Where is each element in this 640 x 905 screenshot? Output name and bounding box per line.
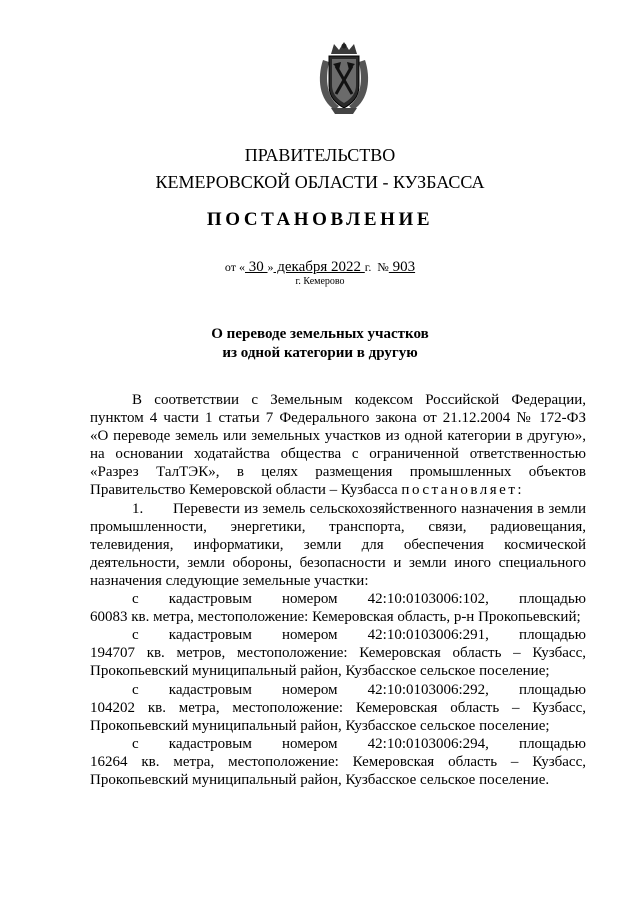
cadastral-number: 42:10:0103006:102, (367, 591, 489, 608)
word: кадастровым (168, 681, 252, 698)
word: с (132, 681, 139, 698)
date-mid: » (267, 260, 274, 274)
word: кадастровым (168, 627, 252, 644)
organization-name: ПРАВИТЕЛЬСТВО (244, 145, 396, 165)
date-year-suffix: г. (364, 260, 372, 274)
document-title (0, 325, 640, 363)
text-fragment: Правительство Кемеровской области – Кузбасса (90, 482, 402, 499)
word: кадастровым (168, 735, 252, 752)
text-line: пунктом 4 части 1 статьи 7 Федерального закона от 21.12.2004 № 172-ФЗ (90, 410, 586, 427)
document-number: 903 (388, 259, 416, 275)
text-line (90, 500, 586, 518)
cadastral-number: 42:10:0103006:294, (367, 735, 489, 752)
text-line: 60083 кв. метра, местоположение: Кемеровская область, р-н Прокопьевский; (90, 609, 581, 626)
parcel-header-line (90, 681, 586, 699)
word: кадастровым (168, 591, 252, 608)
number-prefix: № (377, 260, 389, 274)
text-line: телевидения, информатики, земли для обеспечения космической (90, 536, 586, 553)
date-month-year: декабря 2022 (273, 259, 365, 275)
cadastral-number: 42:10:0103006:291, (367, 627, 489, 644)
text-line: деятельности, земли обороны, безопасности и земли иного специального (90, 554, 586, 571)
word: площадью (519, 735, 586, 752)
document-type: ПОСТАНОВЛЕНИЕ (206, 209, 434, 230)
word: номером (281, 681, 338, 698)
text-line: Прокопьевский муниципальный район, Кузбасское сельское поселение; (90, 717, 550, 734)
text-line: «Разрез ТалТЭК», в целях размещения промышленных объектов (90, 464, 586, 481)
document-body (90, 391, 586, 789)
text-line: Прокопьевский муниципальный район, Кузбасское сельское поселение. (90, 771, 550, 788)
word: номером (281, 735, 338, 752)
word: номером (281, 591, 338, 608)
organization-region: КЕМЕРОВСКОЙ ОБЛАСТИ - КУЗБАССА (155, 172, 485, 192)
word: с (132, 591, 139, 608)
parcel-header-line (90, 626, 586, 644)
item-number: 1. (132, 500, 144, 517)
text-line: 194707 кв. метров, местоположение: Кемеровская область – Кузбасс, (90, 645, 586, 662)
parcel-header-line (90, 735, 586, 753)
text-line: 104202 кв. метра, местоположение: Кемеровская область – Кузбасс, (90, 699, 586, 716)
text-fragment: Перевести из земель сельскохозяйственного назначения в земли (172, 500, 587, 517)
word: с (132, 627, 139, 644)
date-number-line (0, 259, 640, 276)
date-day: 30 (245, 259, 268, 275)
text-line: «О переводе земель или земельных участков из одной категории в другую», (90, 428, 586, 445)
title-line: О переводе земельных участков (211, 326, 429, 342)
text-line (90, 481, 586, 499)
text-line: Прокопьевский муниципальный район, Кузбасское сельское поселение; (90, 663, 550, 680)
coat-of-arms-emblem (317, 40, 371, 116)
title-line: из одной категории в другую (222, 345, 418, 361)
text-line: назначения следующие земельные участки: (90, 572, 369, 589)
text-line: В соответствии с Земельным кодексом Российской Федерации, (132, 392, 586, 408)
word: площадью (519, 627, 586, 644)
cadastral-number: 42:10:0103006:292, (367, 681, 489, 698)
city: г. Кемерово (295, 276, 345, 287)
text-line: на основании ходатайства общества с ограниченной ответственностью (90, 446, 586, 463)
text-line: промышленности, энергетики, транспорта, связи, радиовещания, (90, 518, 586, 535)
text-line: 16264 кв. метра, местоположение: Кемеровская область – Кузбасс, (90, 753, 586, 770)
parcel-header-line (90, 590, 586, 608)
date-prefix: от « (224, 260, 245, 274)
word: площадью (519, 681, 586, 698)
word: с (132, 735, 139, 752)
word: площадью (519, 591, 586, 608)
word: номером (281, 627, 338, 644)
resolves-word: постановляет: (401, 482, 525, 499)
